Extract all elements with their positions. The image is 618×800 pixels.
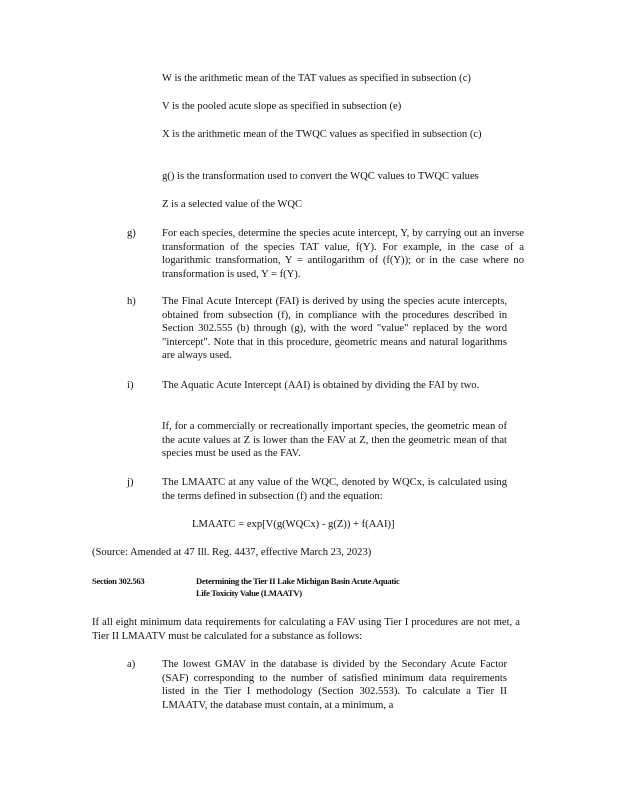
item-i-marker: i) [127,380,134,391]
definition-w: W is the arithmetic mean of the TAT values as specified in subsection (c) [162,73,471,84]
definition-v: V is the pooled acute slope as specified in subsection (e) [162,101,402,112]
item-g-text: For each species, determine the species acute intercept, Y, by carrying out an inverse transformation of the species TAT value, f(Y). For example, in the case of a logarithmic transformation, Y = antilogarithm of (f(Y)); or in the case where no transformation is used, Y = f(Y). [162,228,524,280]
section-title-line2: Life Toxicity Value (LMAATV) [196,588,302,598]
section-number: Section 302.563 [92,576,145,586]
source-note: (Source: Amended at 47 Ill. Reg. 4437, effective March 23, 2023) [92,547,372,558]
item-i-text: The Aquatic Acute Intercept (AAI) is obtained by dividing the FAI by two. [162,380,480,391]
item-h-text: The Final Acute Intercept (FAI) is derived by using the species acute intercepts, obtained from subsection (f), in compliance with the procedures described in Section 302.555 (b) through (g), with the word "value" replaced by the word "intercept". Note that in this procedure, geometric means and natural logarithms are always used. [162,296,507,362]
item-j-text: The LMAATC at any value of the WQC, denoted by WQCx, is calculated using the terms defined in subsection (f) and the equation: [162,477,507,502]
definition-g: g() is the transformation used to convert the WQC values to TWQC values [162,171,479,182]
item-i-followup: If, for a commercially or recreationally important species, the geometric mean of the acute values at Z is lower than the FAV at Z, then the geometric mean of that species must be used as the FAV. [162,421,507,460]
item-g-marker: g) [127,228,136,239]
section-title-line1: Determining the Tier II Lake Michigan Basin Acute Aquatic [196,576,400,586]
definition-x: X is the arithmetic mean of the TWQC values as specified in subsection (c) [162,129,482,140]
tier2-item-a-text: The lowest GMAV in the database is divided by the Secondary Acute Factor (SAF) corresponding to the number of satisfied minimum data requirements listed in the Tier I methodology (Section 302.553). To calculate a Tier II LMAATV, the database must contain, at a minimum, a [162,659,507,711]
definition-z: Z is a selected value of the WQC [162,199,303,210]
item-h-marker: h) [127,296,136,307]
tier2-item-a-marker: a) [127,659,136,670]
tier2-intro: If all eight minimum data requirements for calculating a FAV using Tier I procedures are not met, a Tier II LMAATV must be calculated for a substance as follows: [92,617,520,642]
lmaatc-equation: LMAATC = exp[V(g(WQCx) - g(Z)) + f(AAI)] [192,519,395,530]
item-j-marker: j) [127,477,134,488]
